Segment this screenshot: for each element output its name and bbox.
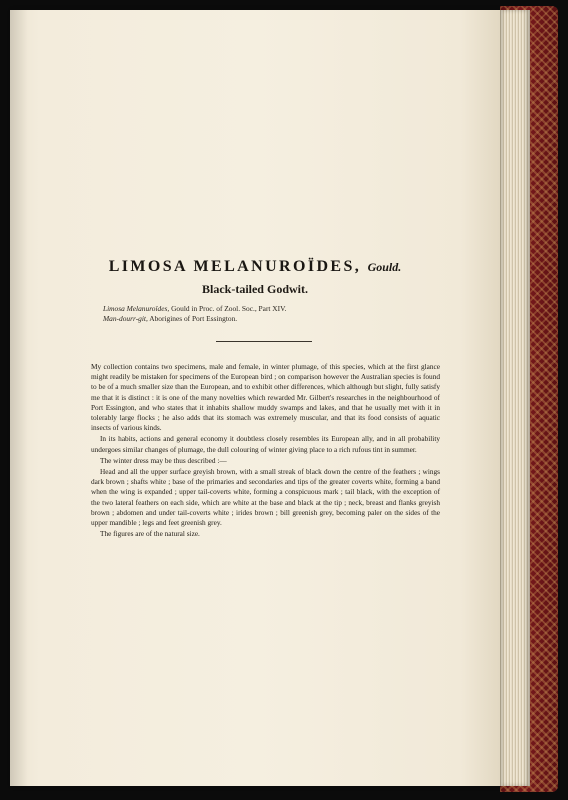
book-page — [10, 10, 500, 786]
species-title — [10, 258, 500, 276]
synonym-reference: Gould in Proc. of Zool. Soc., Part XIV. — [169, 304, 287, 313]
synonym-line — [103, 304, 286, 314]
divider-rule — [216, 341, 312, 342]
synonym-name: Man-dourr-git, — [103, 314, 148, 323]
synonym-reference: Aborigines of Port Essington. — [147, 314, 238, 323]
paragraph: Head and all the upper surface greyish brown, with a small streak of black down the centre of the feathers ; wings dark brown ; shafts white ; base of the primaries and secondaries and tips of the greater coverts white, forming a band when the wing is expanded ; upper tail-coverts white, forming a conspicuous mark ; tail black, with the exception of the two lateral feathers on each side, which are white at the base and black at the tip ; neck, breast and flanks greyish brown ; abdomen and under tail-coverts white ; irides brown ; bill greenish grey, becoming paler on the sides of the upper mandible ; legs and feet greenish grey. — [91, 467, 440, 528]
title-block — [10, 258, 500, 297]
synonym-name: Limosa Melanuroïdes, — [103, 304, 170, 313]
title-author: Gould. — [367, 260, 402, 274]
page-stack-edge — [496, 10, 530, 786]
description-text — [91, 362, 440, 540]
paragraph: The figures are of the natural size. — [100, 529, 200, 539]
synonym-list — [103, 304, 286, 324]
paragraph: My collection contains two specimens, male and female, in winter plumage, of this species, which at the first glance might readily be mistaken for specimens of the European bird ; on comparison however the Australian species is found to be of a much smaller size than the European, and to exhibit other differences, which although but slight, fully satisfy me that it is distinct : it is one of the many novelties which rewarded Mr. Gilbert's researches in the neighbourhood of Port Essington, and who states that it inhabits shallow muddy swamps and lakes, and that he usually met with it in tolerably large flocks ; he also adds that its stomach was extremely muscular, and that its food consists of aquatic insects of various kinds. — [91, 362, 440, 433]
synonym-line — [103, 314, 286, 324]
paragraph: The winter dress may be thus described :— — [100, 455, 227, 465]
paragraph: In its habits, actions and general economy it doubtless closely resembles its European ally, and in all probability undergoes similar changes of plumage, the dull colouring of winter giving place to a rich rufous tint in summer. — [91, 434, 440, 454]
species-name: LIMOSA MELANUROÏDES, — [108, 258, 362, 275]
gutter-shadow — [10, 10, 28, 786]
common-name: Black-tailed Godwit. — [201, 282, 308, 296]
book — [10, 6, 558, 792]
